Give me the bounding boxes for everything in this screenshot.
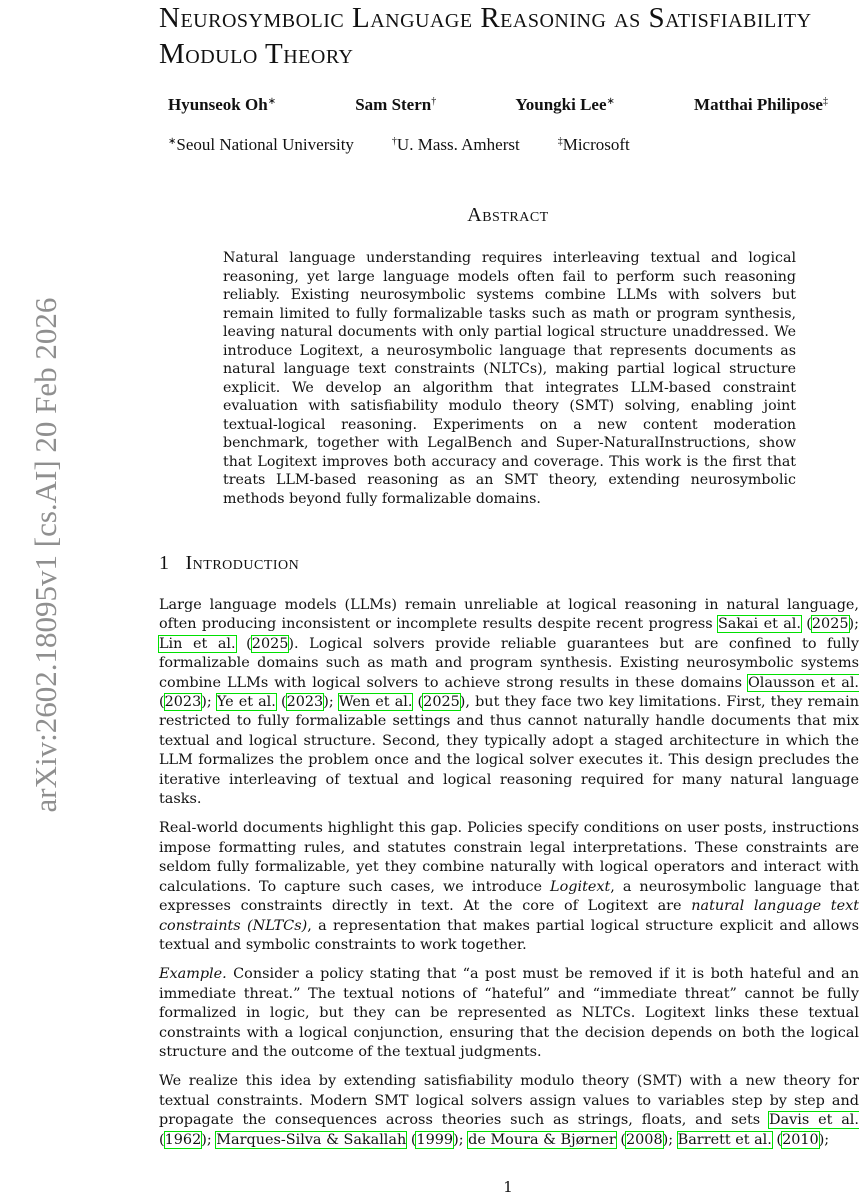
author: Hyunseok Oh∗	[168, 95, 277, 114]
citation-link[interactable]: Barrett et al.	[677, 1131, 772, 1148]
citation-link[interactable]: 2010	[782, 1131, 819, 1148]
citation-link[interactable]: 2008	[625, 1131, 663, 1148]
abstract-text: Natural language understanding requires interleaving textual and logical reasoning, yet large language models often fail to perform such reasoning reliably. Existing neurosymbolic systems combine LLMs with solvers but remain limited to fully formalizable tasks such as math or program synthesis, leaving natural documents with only partial logical structure unaddressed. We introduce Logitext, a neurosymbolic language that represents documents as natural language text constraints (NLTCs), making partial logical structure explicit. We develop an algorithm that integrates LLM-based constraint evaluation with satisfiability modulo theory (SMT) solving, enabling joint textual-logical reasoning. Experiments on a new content moderation benchmark, together with LegalBench and Super-NaturalInstructions, show that Logitext improves both accuracy and coverage. This work is the first that treats LLM-based reasoning as an SMT theory, extending neurosymbolic methods beyond fully formalizable domains.	[223, 250, 796, 507]
citation-link[interactable]: 2023	[286, 694, 324, 711]
paper-title: Neurosymbolic Language Reasoning as Satisfiability Modulo Theory	[159, 2, 812, 70]
citation-link[interactable]: 1962	[164, 1131, 202, 1148]
abstract-heading: Abstract	[467, 204, 549, 226]
citation-link[interactable]: Ye et al.	[216, 694, 276, 711]
citation-link[interactable]: 2025	[251, 635, 289, 652]
affiliation: †U. Mass. Amherst	[391, 135, 520, 154]
citation-link[interactable]: 2023	[164, 694, 202, 711]
author: Sam Stern†	[355, 95, 437, 114]
citation-link[interactable]: Davis et al.	[768, 1112, 859, 1129]
author: Youngki Lee∗	[515, 95, 615, 114]
affiliation: ∗Seoul National University	[168, 135, 354, 154]
citation-link[interactable]: Olausson et al.	[747, 674, 859, 691]
citation-link[interactable]: Sakai et al.	[717, 616, 801, 633]
affiliation-list	[168, 135, 630, 157]
citation-link[interactable]: 2025	[423, 694, 460, 711]
citation-link[interactable]: Wen et al.	[338, 694, 413, 711]
paragraph: We realize this idea by extending satisfiability modulo theory (SMT) with a new theory for textual constraints. Modern SMT logical solvers assign values to variables step by step and propagate the consequences across theories such as strings, floats, and sets Davis et al. (1962); Marques-Silva & Sakallah (1999); de Moura & Bjørner (2008); Barrett et al. (2010);	[159, 1073, 859, 1148]
citation-link[interactable]: 1999	[416, 1131, 454, 1148]
paragraph: Large language models (LLMs) remain unreliable at logical reasoning in natural language, often producing inconsistent or incomplete results despite recent progress Sakai et al. (2025); Lin et al. (2025). Logical solvers provide reliable guarantees but are confined to fully formalizable domains such as math and program synthesis. Existing neurosymbolic systems combine LLMs with logical solvers to achieve strong results in these domains Olausson et al. (2023); Ye et al. (2023); Wen et al. (2025), but they face two key limitations. First, they remain restricted to fully formalizable settings and thus cannot naturally handle documents that mix textual and logical structure. Second, they typically adopt a staged architecture in which the LLM formalizes the problem once and the logical solver executes it. This design precludes the iterative interleaving of textual and logical reasoning required for many natural language tasks.	[159, 597, 859, 808]
citation-link[interactable]: Marques-Silva & Sakallah	[216, 1131, 407, 1148]
arxiv-identifier	[28, 252, 64, 858]
author: Matthai Philipose‡	[694, 95, 828, 114]
paragraph: Example. Consider a policy stating that “a post must be removed if it is both hateful and an immediate threat.” The textual notions of “hateful” and “immediate threat” cannot be fully formalized in logic, but they can be represented as NLTCs. Logitext links these textual constraints with a logical conjunction, ensuring that the decision depends on both the logical structure and the outcome of the textual judgments.	[159, 966, 859, 1060]
page-number: 1	[503, 1178, 513, 1196]
affiliation: ‡Microsoft	[557, 135, 630, 154]
citation-link[interactable]: Lin et al.	[159, 635, 236, 652]
paragraph: Real-world documents highlight this gap. Policies specify conditions on user posts, instructions impose formatting rules, and statutes constrain legal interpretations. These constraints are seldom fully formalizable, yet they combine naturally with logical operators and interact with calculations. To capture such cases, we introduce Logitext, a neurosymbolic language that expresses constraints directly in text. At the core of Logitext are natural language text constraints (NLTCs), a representation that makes partial logical structure explicit and allows textual and symbolic constraints to work together.	[159, 820, 859, 953]
author-list	[168, 95, 828, 119]
section-heading: 1 Introduction	[159, 552, 300, 574]
citation-link[interactable]: 2025	[811, 616, 849, 633]
body-text	[159, 596, 859, 1160]
arxiv-identifier-text: arXiv:2602.18095v1 [cs.AI] 20 Feb 2026	[28, 297, 63, 813]
citation-link[interactable]: de Moura & Bjørner	[468, 1131, 616, 1148]
